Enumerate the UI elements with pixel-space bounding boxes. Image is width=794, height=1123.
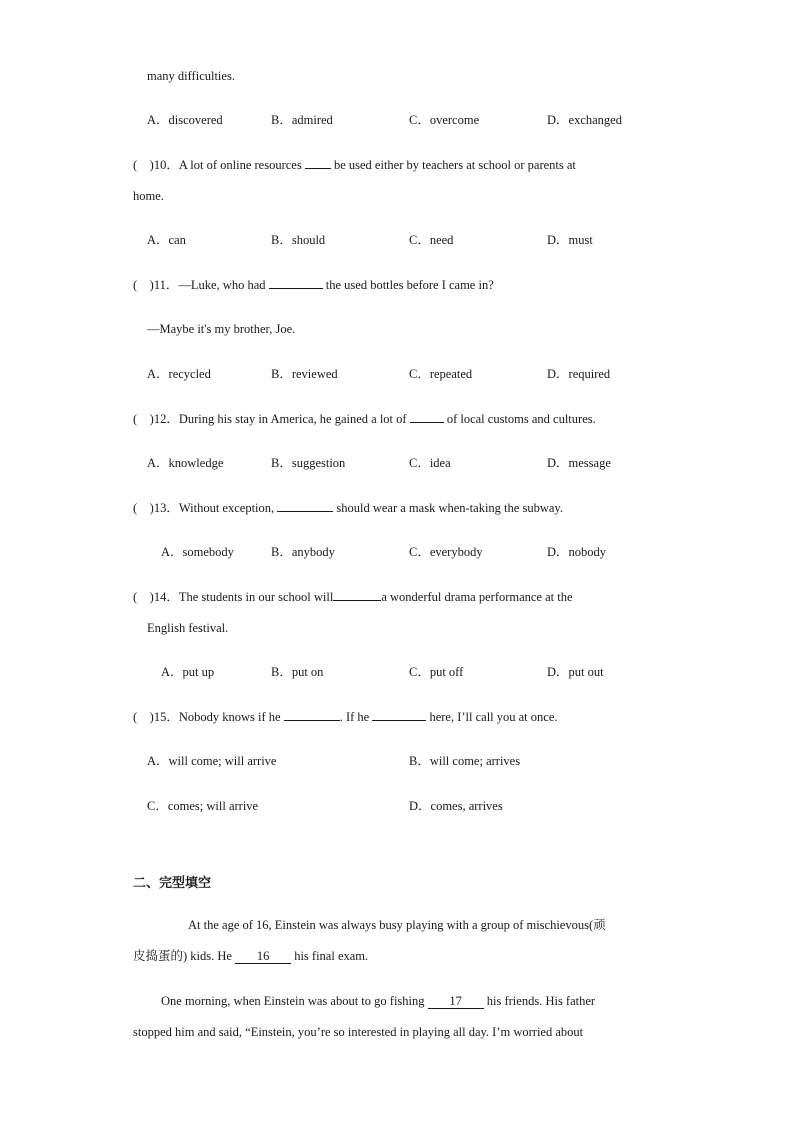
q13-option-c: C．everybody <box>409 545 483 559</box>
cloze-p2-text-a: One morning, when Einstein was about to go fishing <box>161 994 428 1008</box>
q15-option-b: B．will come; arrives <box>409 754 521 768</box>
cloze-blank-16: 16 <box>235 950 291 964</box>
q15-option-d: D．comes, arrives <box>409 799 503 813</box>
q15-option-a: A．will come; will arrive <box>147 754 277 768</box>
q11-number: ( )11． <box>133 278 179 292</box>
q11-reply: —Maybe it's my brother, Joe. <box>147 322 296 336</box>
q14-option-c: C．put off <box>409 665 464 679</box>
q9-option-c: C．overcome <box>409 113 480 127</box>
q13-stem <box>133 500 563 516</box>
q14-stem-continuation: English festival. <box>147 621 229 635</box>
section-heading: 二、完型填空 <box>133 876 212 891</box>
q9-option-a: A．discovered <box>147 113 223 127</box>
q10-option-c: C．need <box>409 233 454 247</box>
q15-stem-b: . If he <box>339 710 373 724</box>
q14-option-b: B．put on <box>271 665 324 679</box>
q11-option-b: B．reviewed <box>271 367 338 381</box>
q14-blank <box>333 600 381 601</box>
q14-number: ( )14． <box>133 590 179 604</box>
q11-stem-a: —Luke, who had <box>178 278 269 292</box>
q14-option-d: D．put out <box>547 665 604 679</box>
cloze-paragraph-2-line-2: stopped him and said, “Einstein, you’re so interested in playing all day. I’m worried about <box>133 1025 584 1039</box>
q13-stem-b: should wear a mask when-taking the subway. <box>333 501 563 515</box>
q10-number: ( )10． <box>133 158 179 172</box>
cloze-blank-17: 17 <box>428 995 484 1009</box>
q13-option-d: D．nobody <box>547 545 607 559</box>
q10-option-b: B．should <box>271 233 326 247</box>
q12-option-c: C．idea <box>409 456 451 470</box>
cloze-p2-text-b: his friends. His father <box>483 994 596 1008</box>
q10-stem-continuation: home. <box>133 189 164 203</box>
q10-stem-b: be used either by teachers at school or parents at <box>330 158 576 172</box>
q15-stem-a: Nobody knows if he <box>178 710 284 724</box>
cloze-paragraph-1-line-1: At the age of 16, Einstein was always busy playing with a group of mischievous(顽 <box>188 918 606 932</box>
q14-option-a: A．put up <box>161 665 215 679</box>
q11-option-d: D．required <box>547 367 611 381</box>
q15-option-c: C．comes; will arrive <box>147 799 259 813</box>
q11-blank <box>269 288 323 289</box>
q10-stem <box>133 157 576 173</box>
q12-option-b: B．suggestion <box>271 456 346 470</box>
q13-option-b: B．anybody <box>271 545 335 559</box>
q10-option-d: D．must <box>547 233 593 247</box>
q13-number: ( )13． <box>133 501 179 515</box>
cloze-paragraph-1-line-2 <box>133 948 368 964</box>
q12-stem-a: During his stay in America, he gained a lot of <box>178 412 410 426</box>
q12-stem <box>133 411 596 427</box>
q15-blank-1 <box>284 720 340 721</box>
q13-blank <box>277 511 333 512</box>
q12-stem-b: of local customs and cultures. <box>443 412 596 426</box>
q11-stem-b: the used bottles before I came in? <box>322 278 494 292</box>
cloze-paragraph-2-line-1 <box>161 993 595 1009</box>
q10-option-a: A．can <box>147 233 186 247</box>
q15-stem-c: here, I’ll call you at once. <box>426 710 558 724</box>
q12-blank <box>410 422 444 423</box>
q12-option-d: D．message <box>547 456 611 470</box>
q10-blank <box>305 168 331 169</box>
q13-stem-a: Without exception, <box>178 501 278 515</box>
cloze-p1-text-a: 皮捣蛋的) kids. He <box>133 949 236 963</box>
q9-option-b: B．admired <box>271 113 333 127</box>
q15-blank-2 <box>372 720 426 721</box>
q14-stem-b: a wonderful drama performance at the <box>381 590 573 604</box>
q13-option-a: A．somebody <box>161 545 234 559</box>
q11-stem <box>133 277 494 293</box>
q9-option-d: D．exchanged <box>547 113 622 127</box>
q12-number: ( )12． <box>133 412 179 426</box>
q9-stem-continuation: many difficulties. <box>147 69 235 83</box>
q15-number: ( )15． <box>133 710 179 724</box>
cloze-p1-text-c: his final exam. <box>291 949 369 963</box>
q10-stem-a: A lot of online resources <box>178 158 305 172</box>
q14-stem-a: The students in our school will <box>178 590 334 604</box>
q14-stem <box>133 589 573 605</box>
q12-option-a: A．knowledge <box>147 456 224 470</box>
q11-option-c: C．repeated <box>409 367 473 381</box>
q15-stem <box>133 709 558 725</box>
q11-option-a: A．recycled <box>147 367 211 381</box>
